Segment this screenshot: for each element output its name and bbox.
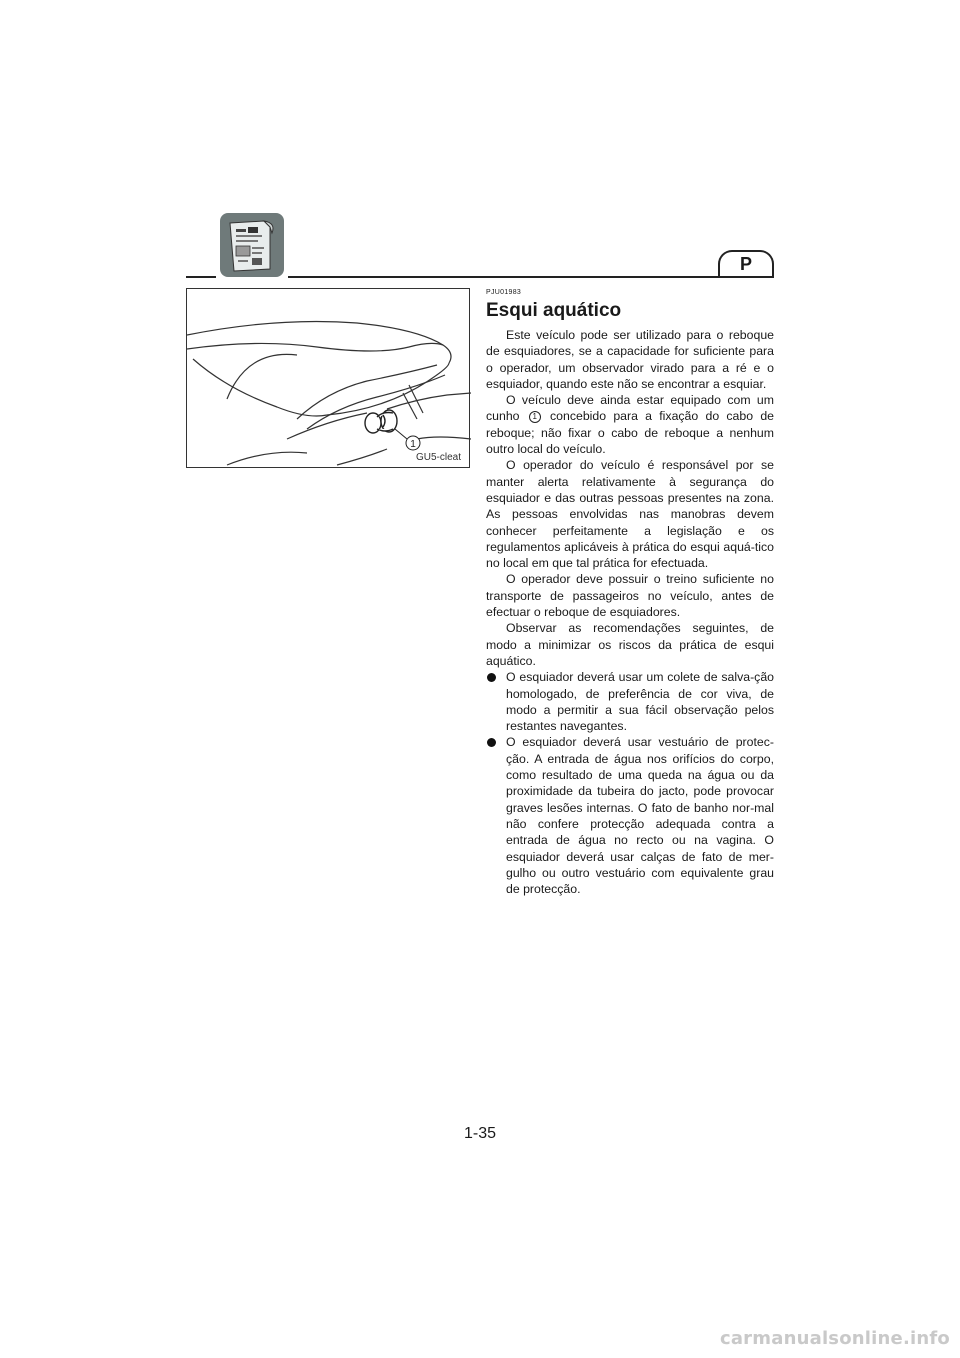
manual-book-icon (220, 213, 284, 277)
figure-code: GU5-cleat (415, 452, 461, 463)
paragraph-5: Observar as recomendações seguintes, de modo a minimizar os riscos da prática de esqui aquático. (486, 621, 774, 668)
watermark: carmanualsonline.info (719, 1328, 950, 1349)
cleat-figure (186, 288, 470, 468)
bullet-item-1: O esquiador deverá usar um colete de salva-ção homologado, de preferência de cor viva, de modo a permitir a sua fácil observação pelos restantes navegantes. (486, 669, 774, 734)
text-column (486, 288, 774, 897)
bullet-icon (487, 673, 496, 682)
paragraph-4: O operador deve possuir o treino suficiente no transporte de passageiros no veículo, antes de efectuar o reboque de esquiadores. (486, 572, 774, 620)
bullet-item-2: O esquiador deverá usar vestuário de protec-ção. A entrada de água nos orifícios do corpo, como resultado de uma queda na água ou da proximidade da tubeira do jacto, pode provocar graves lesões internas. O fato de banho nor-mal não confere protecção adequada contra a entrada de água no recto ou na vagina. O esquiador deverá usar calças de fato de mer-gulho ou outro vestuário com equivalente grau de protecção. (486, 734, 774, 897)
callout-ref: 1 (529, 411, 541, 423)
reference-code: PJU01983 (486, 289, 522, 296)
page-number: 1-35 (463, 1125, 497, 1142)
language-badge: P (718, 250, 774, 276)
section-title: Esqui aquático (486, 300, 622, 321)
jet-ski-seat-illustration (187, 289, 471, 469)
figure-callout: 1 (410, 439, 416, 450)
header-rule-left (186, 276, 216, 278)
header-rule-right (288, 276, 774, 278)
paragraph-1: Este veículo pode ser utilizado para o reboque de esquiadores, se a capacidade for suficiente para o operador, um observador virado para a ré e o esquiador, quando este não se encontrar a esquiar. (486, 328, 774, 391)
paragraph-3: O operador do veículo é responsável por se manter alerta relativamente à segurança do esquiador e das outras pessoas presentes na zona. As pessoas envolvidas nas manobras devem conhecer perfeitamente a legislação e os regulamentos aplicáveis à prática do esqui aquá-tico no local em que tal prática for efectuada. (486, 458, 774, 571)
paragraph-2: O veículo deve ainda estar equipado com um cunho 1 concebido para a fixação do cabo de reboque; não fixar o cabo de reboque a nenhum outro local do veículo. (486, 393, 774, 457)
bullet-icon (487, 738, 496, 747)
